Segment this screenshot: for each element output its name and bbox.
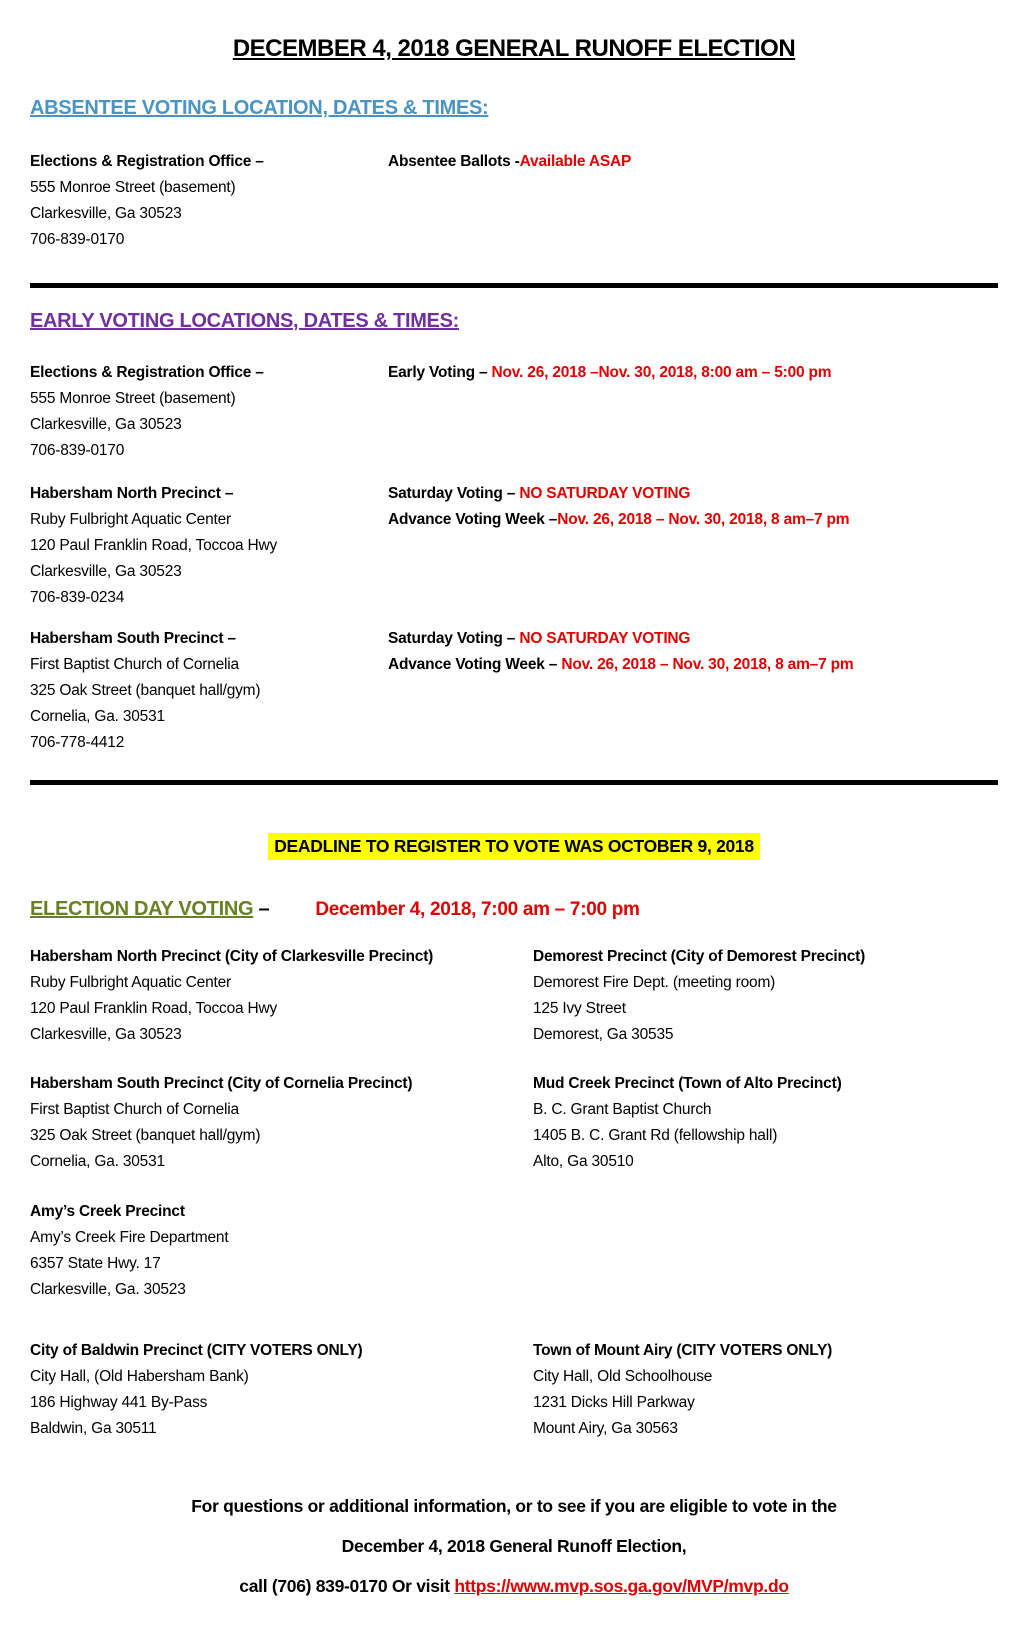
deadline-banner: DEADLINE TO REGISTER TO VOTE WAS OCTOBER 9, 2018 bbox=[268, 833, 760, 860]
absentee-ballots-info bbox=[388, 149, 631, 253]
location-name: Habersham North Precinct – bbox=[30, 485, 234, 502]
location-block bbox=[30, 626, 388, 756]
address-line: Ruby Fulbright Aquatic Center bbox=[30, 974, 231, 991]
address-line: Clarkesville, Ga. 30523 bbox=[30, 1281, 186, 1298]
heading-dash: – bbox=[253, 898, 270, 920]
precinct-block bbox=[30, 944, 533, 1048]
address-line: City Hall, (Old Habersham Bank) bbox=[30, 1368, 249, 1385]
schedule-block bbox=[388, 360, 831, 464]
schedule-line bbox=[388, 360, 831, 386]
precinct-name: City of Baldwin Precinct (CITY VOTERS ONLY) bbox=[30, 1342, 363, 1359]
schedule-value: Nov. 26, 2018 –Nov. 30, 2018, 8:00 am – 5:00 pm bbox=[491, 364, 832, 381]
schedule-line bbox=[388, 149, 631, 175]
location-name: Elections & Registration Office – bbox=[30, 364, 264, 381]
location-name: Elections & Registration Office – bbox=[30, 153, 264, 170]
schedule-block bbox=[388, 481, 849, 611]
election-day-heading bbox=[30, 898, 998, 921]
address-line: 555 Monroe Street (basement) bbox=[30, 390, 236, 407]
schedule-label: Advance Voting Week – bbox=[388, 511, 558, 528]
footer-line-3 bbox=[30, 1566, 998, 1606]
address-line: Cornelia, Ga. 30531 bbox=[30, 708, 165, 725]
address-line: 120 Paul Franklin Road, Toccoa Hwy bbox=[30, 1000, 278, 1017]
section-divider bbox=[30, 283, 998, 288]
precinct-name: Mud Creek Precinct (Town of Alto Precinct) bbox=[533, 1075, 842, 1092]
footer-line-1: For questions or additional information, or to see if you are eligible to vote in the bbox=[191, 1496, 837, 1516]
address-line: 120 Paul Franklin Road, Toccoa Hwy bbox=[30, 537, 278, 554]
precinct-block bbox=[30, 1071, 533, 1175]
address-line: 6357 State Hwy. 17 bbox=[30, 1255, 161, 1272]
address-line: 186 Highway 441 By-Pass bbox=[30, 1394, 208, 1411]
section-divider bbox=[30, 780, 998, 785]
footer-call-text: call (706) 839-0170 Or visit bbox=[239, 1576, 455, 1596]
early-voting-section-heading: EARLY VOTING LOCATIONS, DATES & TIMES: bbox=[30, 310, 460, 332]
schedule-value: NO SATURDAY VOTING bbox=[519, 485, 691, 502]
precinct-row bbox=[30, 1071, 998, 1175]
phone-line: 706-778-4412 bbox=[30, 734, 125, 751]
precinct-name: Demorest Precinct (City of Demorest Precinct) bbox=[533, 948, 866, 965]
schedule-line bbox=[388, 626, 853, 652]
precinct-block bbox=[533, 1071, 842, 1175]
precinct-name: Town of Mount Airy (CITY VOTERS ONLY) bbox=[533, 1342, 833, 1359]
page-title: DECEMBER 4, 2018 GENERAL RUNOFF ELECTION bbox=[232, 35, 796, 62]
schedule-block bbox=[388, 626, 853, 756]
precinct-row bbox=[30, 1199, 998, 1303]
precinct-block bbox=[533, 944, 865, 1048]
address-line: First Baptist Church of Cornelia bbox=[30, 656, 239, 673]
address-line: B. C. Grant Baptist Church bbox=[533, 1101, 712, 1118]
address-line: Cornelia, Ga. 30531 bbox=[30, 1153, 165, 1170]
schedule-label: Early Voting – bbox=[388, 364, 492, 381]
schedule-label: Saturday Voting – bbox=[388, 485, 520, 502]
address-line: Alto, Ga 30510 bbox=[533, 1153, 634, 1170]
footer bbox=[30, 1486, 998, 1606]
phone-line: 706-839-0234 bbox=[30, 589, 125, 606]
early-voting-row bbox=[30, 626, 998, 756]
schedule-line bbox=[388, 481, 849, 507]
early-voting-row bbox=[30, 360, 998, 464]
address-line: 1405 B. C. Grant Rd (fellowship hall) bbox=[533, 1127, 778, 1144]
early-voting-row bbox=[30, 481, 998, 611]
address-line: Demorest, Ga 30535 bbox=[533, 1026, 674, 1043]
address-line: First Baptist Church of Cornelia bbox=[30, 1101, 239, 1118]
deadline-banner-wrap bbox=[30, 833, 998, 860]
address-line: Clarkesville, Ga 30523 bbox=[30, 416, 182, 433]
precinct-block bbox=[533, 1338, 832, 1442]
precinct-name: Habersham North Precinct (City of Clarkesville Precinct) bbox=[30, 948, 434, 965]
phone-line: 706-839-0170 bbox=[30, 231, 125, 248]
precinct-block bbox=[30, 1338, 533, 1442]
schedule-value: NO SATURDAY VOTING bbox=[519, 630, 691, 647]
precinct-row bbox=[30, 944, 998, 1048]
location-block bbox=[30, 360, 388, 464]
address-line: Mount Airy, Ga 30563 bbox=[533, 1420, 678, 1437]
address-line: Ruby Fulbright Aquatic Center bbox=[30, 511, 231, 528]
address-line: 125 Ivy Street bbox=[533, 1000, 626, 1017]
address-line: 555 Monroe Street (basement) bbox=[30, 179, 236, 196]
location-name: Habersham South Precinct – bbox=[30, 630, 236, 647]
address-line: 325 Oak Street (banquet hall/gym) bbox=[30, 1127, 261, 1144]
precinct-name: Amy’s Creek Precinct bbox=[30, 1203, 185, 1220]
absentee-row bbox=[30, 149, 998, 253]
address-line: 1231 Dicks Hill Parkway bbox=[533, 1394, 695, 1411]
schedule-value: Nov. 26, 2018 – Nov. 30, 2018, 8 am–7 pm bbox=[557, 511, 850, 528]
address-line: Baldwin, Ga 30511 bbox=[30, 1420, 157, 1437]
location-block bbox=[30, 481, 388, 611]
precinct-name: Habersham South Precinct (City of Cornelia Precinct) bbox=[30, 1075, 413, 1092]
address-line: Clarkesville, Ga 30523 bbox=[30, 1026, 182, 1043]
mvp-link[interactable]: https://www.mvp.sos.ga.gov/MVP/mvp.do bbox=[454, 1576, 789, 1596]
election-day-heading-label: ELECTION DAY VOTING bbox=[30, 898, 254, 920]
schedule-line bbox=[388, 507, 849, 533]
schedule-value: Available ASAP bbox=[519, 153, 632, 170]
absentee-section-heading: ABSENTEE VOTING LOCATION, DATES & TIMES: bbox=[30, 97, 489, 119]
schedule-label: Advance Voting Week – bbox=[388, 656, 562, 673]
footer-line-2: December 4, 2018 General Runoff Election, bbox=[341, 1536, 687, 1556]
address-line: Amy’s Creek Fire Department bbox=[30, 1229, 229, 1246]
address-line: Clarkesville, Ga 30523 bbox=[30, 563, 182, 580]
absentee-location-block bbox=[30, 149, 388, 253]
address-line: City Hall, Old Schoolhouse bbox=[533, 1368, 713, 1385]
address-line: 325 Oak Street (banquet hall/gym) bbox=[30, 682, 261, 699]
address-line: Demorest Fire Dept. (meeting room) bbox=[533, 974, 776, 991]
phone-line: 706-839-0170 bbox=[30, 442, 125, 459]
schedule-value: Nov. 26, 2018 – Nov. 30, 2018, 8 am–7 pm bbox=[561, 656, 854, 673]
schedule-label: Saturday Voting – bbox=[388, 630, 520, 647]
election-day-time: December 4, 2018, 7:00 am – 7:00 pm bbox=[315, 899, 640, 920]
address-line: Clarkesville, Ga 30523 bbox=[30, 205, 182, 222]
schedule-label: Absentee Ballots - bbox=[388, 153, 520, 170]
precinct-row bbox=[30, 1338, 998, 1442]
schedule-line bbox=[388, 652, 853, 678]
precinct-block bbox=[30, 1199, 533, 1303]
